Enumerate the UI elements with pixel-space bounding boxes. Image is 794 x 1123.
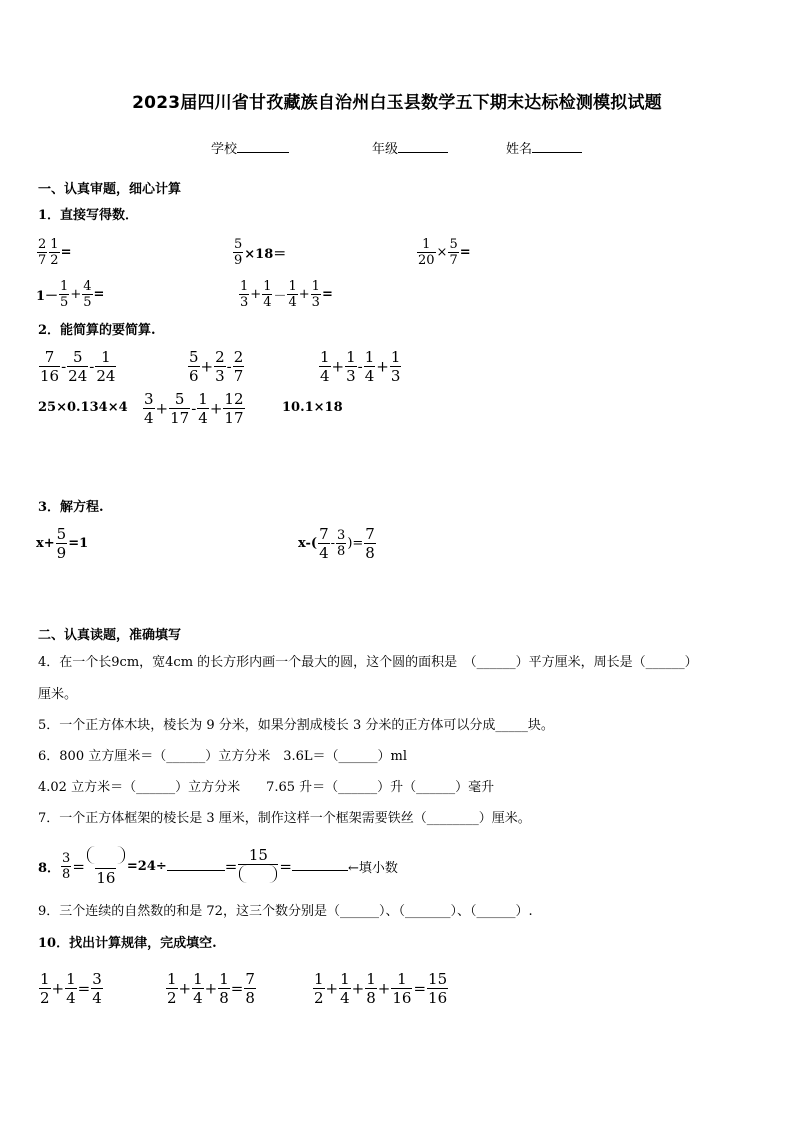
fraction-denominator: 5	[83, 295, 92, 310]
fraction-numerator: 1	[397, 970, 407, 988]
q8-blank-numerator[interactable]	[87, 846, 125, 864]
fraction-denominator: 8	[365, 544, 375, 562]
fraction	[37, 237, 47, 268]
fraction-denominator: 5	[60, 295, 69, 310]
fraction-denominator: 4	[364, 367, 375, 385]
name-field	[506, 142, 582, 158]
fraction	[91, 970, 103, 1007]
math-operator: =	[77, 979, 91, 998]
fraction	[239, 279, 249, 310]
fraction-numerator: 3	[92, 970, 102, 988]
q8-blank-denominator[interactable]	[239, 865, 277, 883]
fraction-denominator: 16	[428, 989, 448, 1007]
math-operator: +	[155, 399, 169, 418]
section2-heading: 二、认真读题，准确填写	[38, 628, 182, 643]
math-operator: -	[89, 357, 95, 376]
fraction-numerator: 1	[60, 279, 69, 294]
fraction-numerator: 5	[234, 237, 243, 252]
fraction	[59, 279, 69, 310]
fraction-numerator: 15	[248, 846, 268, 864]
q8-blank-decimal[interactable]	[292, 870, 348, 871]
school-blank[interactable]	[237, 152, 289, 153]
math-operator: －	[273, 289, 287, 304]
fraction	[345, 348, 357, 385]
fraction	[143, 390, 155, 427]
fraction-numerator: 3	[144, 390, 154, 408]
math-operator: =	[459, 245, 471, 260]
fraction	[95, 348, 116, 385]
fraction-denominator: 8	[366, 989, 376, 1007]
math-operator: +	[178, 979, 192, 998]
q1-expr-3	[416, 237, 471, 268]
math-operator: x+	[36, 536, 55, 551]
fraction	[390, 348, 402, 385]
fraction-numerator: 3	[337, 528, 346, 543]
fraction-denominator: 17	[224, 409, 244, 427]
fraction-numerator	[86, 846, 126, 868]
q8-expression	[38, 846, 398, 887]
grade-blank[interactable]	[398, 152, 448, 153]
fraction	[448, 237, 458, 268]
fraction-numerator: 1	[340, 970, 350, 988]
math-operator: +	[376, 357, 389, 376]
fraction-numerator: 1	[167, 970, 177, 988]
fraction-numerator: 1	[366, 970, 376, 988]
page-title: 2023届四川省甘孜藏族自治州白玉县数学五下期末达标检测模拟试题	[132, 93, 662, 113]
fraction-numerator: 5	[449, 237, 458, 252]
fraction	[339, 970, 351, 1007]
fraction-numerator: 1	[422, 237, 431, 252]
fraction-numerator: 1	[198, 390, 208, 408]
fraction-numerator: 5	[189, 348, 199, 366]
fraction-denominator: 16	[392, 989, 412, 1007]
fraction	[61, 851, 71, 882]
fraction-denominator: 7	[233, 367, 244, 385]
fraction	[188, 348, 200, 385]
fraction-numerator: 1	[66, 970, 76, 988]
q6-text-2: 4.02 立方米＝（______）立方分米 7.65 升＝（______）升（______）毫升	[38, 780, 495, 795]
math-operator: +	[200, 357, 214, 376]
fraction-denominator: 6	[189, 367, 199, 385]
q1-expr-2	[232, 237, 286, 268]
fraction	[223, 390, 244, 427]
grade-field	[372, 142, 448, 158]
q4-text-continued: 厘米。	[38, 687, 78, 702]
name-label: 姓名	[506, 142, 533, 157]
math-operator: +	[298, 287, 310, 302]
fraction	[313, 970, 325, 1007]
fraction-denominator: 4	[144, 409, 154, 427]
fraction	[417, 237, 436, 268]
q5-text: 5．一个正方体木块，棱长为 9 分米，如果分割成棱长 3 分米的正方体可以分成_____块。	[38, 718, 554, 733]
math-operator: =	[413, 979, 427, 998]
fraction-denominator: 3	[240, 295, 249, 310]
q1-expr-5	[238, 279, 333, 310]
fraction-numerator: 1	[320, 348, 330, 366]
fraction-denominator: 4	[66, 989, 76, 1007]
fraction-numerator: 7	[44, 348, 55, 366]
fraction-numerator: 7	[365, 525, 375, 543]
math-operator: =	[279, 857, 292, 876]
fraction	[364, 348, 376, 385]
fraction	[364, 525, 376, 562]
math-operator: =	[224, 857, 238, 876]
fraction-numerator: 1	[390, 348, 401, 366]
math-operator: )=	[347, 536, 364, 551]
math-operator: +	[51, 979, 65, 998]
fraction	[233, 348, 245, 385]
math-operator: ←填小数	[347, 861, 398, 876]
fraction	[336, 528, 346, 559]
fraction-denominator: 4	[340, 989, 350, 1007]
q8-blank-divisor[interactable]	[167, 870, 225, 871]
fraction-numerator: 1	[219, 970, 229, 988]
school-field	[211, 142, 289, 158]
math-operator: =24÷	[126, 859, 167, 874]
fraction	[166, 970, 178, 1007]
fraction-denominator: 24	[96, 367, 116, 385]
fraction	[169, 390, 190, 427]
math-operator: ×	[436, 245, 448, 260]
fraction-numerator: 2	[215, 348, 225, 366]
fraction	[197, 390, 209, 427]
math-operator: =	[230, 979, 244, 998]
fraction	[365, 970, 377, 1007]
fraction-numerator: 1	[288, 279, 297, 294]
fraction-denominator: 2	[167, 989, 177, 1007]
q1-expr-1	[36, 237, 71, 268]
fraction-denominator: 3	[346, 367, 356, 385]
fraction	[86, 846, 126, 887]
fraction	[233, 237, 243, 268]
math-operator: +	[204, 979, 218, 998]
fraction-denominator: 17	[170, 409, 190, 427]
fraction-denominator: 4	[263, 295, 272, 310]
q10-label: 10．找出计算规律，完成填空.	[38, 936, 217, 951]
q10-expr-1	[38, 970, 104, 1007]
fraction	[192, 970, 204, 1007]
fraction-numerator: 15	[428, 970, 448, 988]
fraction-numerator: 1	[314, 970, 324, 988]
fraction-denominator: 3	[215, 367, 225, 385]
q2-expr-3	[318, 348, 402, 385]
fraction-denominator: 9	[234, 253, 243, 268]
math-operator: +	[377, 979, 391, 998]
fraction-numerator: 1	[311, 279, 320, 294]
fraction-numerator: 1	[346, 348, 356, 366]
math-operator: =	[72, 857, 85, 876]
fraction-denominator: 7	[38, 253, 47, 268]
fraction-denominator: 8	[337, 544, 346, 559]
fraction	[65, 970, 77, 1007]
fraction-numerator: 1	[240, 279, 249, 294]
fraction	[262, 279, 272, 310]
q1-expr-4	[36, 279, 104, 310]
q3-label: 3．解方程.	[38, 500, 104, 515]
q2-label: 2．能简算的要简算.	[38, 323, 156, 338]
fraction-denominator: 4	[320, 367, 330, 385]
q7-text: 7．一个正方体框架的棱长是 3 厘米，制作这样一个框架需要铁丝（________）厘米。	[38, 811, 531, 826]
q2-expr-6: 10.1×18	[282, 400, 343, 415]
fraction-numerator: 4	[83, 279, 92, 294]
fraction-denominator: 4	[198, 409, 208, 427]
math-operator: +	[351, 979, 365, 998]
fraction-denominator: 4	[288, 295, 297, 310]
fraction-denominator: 24	[68, 367, 88, 385]
fraction-denominator: 3	[390, 367, 401, 385]
math-operator: -	[226, 357, 232, 376]
fraction	[56, 525, 68, 562]
fraction-denominator: 8	[62, 867, 71, 882]
fraction	[391, 970, 412, 1007]
fraction-denominator: 3	[311, 295, 320, 310]
section1-heading: 一、认真审题，细心计算	[38, 182, 182, 197]
fraction	[82, 279, 92, 310]
math-operator: x-(	[298, 536, 318, 551]
fraction-denominator: 4	[193, 989, 203, 1007]
fraction-denominator: 2	[50, 253, 59, 268]
fraction-numerator: 1	[364, 348, 375, 366]
fraction-denominator: 20	[418, 253, 435, 268]
math-operator: -	[191, 399, 197, 418]
q2-expr-2	[187, 348, 245, 385]
fraction	[427, 970, 448, 1007]
fraction	[39, 970, 51, 1007]
q2-expr-5	[142, 390, 246, 427]
fraction	[287, 279, 297, 310]
fraction	[39, 348, 60, 385]
fraction-numerator: 7	[319, 525, 329, 543]
fraction	[214, 348, 226, 385]
q10-expr-2	[165, 970, 257, 1007]
fraction-denominator: 8	[245, 989, 255, 1007]
fraction-numerator: 1	[50, 237, 59, 252]
name-blank[interactable]	[532, 152, 582, 153]
fraction-numerator: 1	[40, 970, 50, 988]
q2-expr-1	[38, 348, 117, 385]
fraction	[218, 970, 230, 1007]
math-operator: =	[93, 287, 105, 302]
q9-text: 9．三个连续的自然数的和是 72，这三个数分别是（______）、（_______）、（______）.	[38, 904, 533, 919]
fraction-numerator: 1	[101, 348, 111, 366]
fraction-denominator: 9	[56, 544, 67, 562]
fraction	[244, 970, 256, 1007]
fraction-denominator: 4	[319, 544, 329, 562]
math-operator: -	[330, 536, 336, 551]
fraction	[319, 348, 331, 385]
q10-expr-3	[312, 970, 449, 1007]
school-label: 学校	[211, 142, 238, 157]
math-operator: =	[321, 287, 333, 302]
q3-equation-1	[36, 525, 88, 562]
fraction-numerator: 12	[224, 390, 244, 408]
fraction-denominator: 7	[449, 253, 458, 268]
fraction-denominator: 8	[219, 989, 229, 1007]
fraction	[238, 846, 278, 887]
fraction-denominator: 2	[314, 989, 324, 1007]
math-operator: +	[250, 287, 262, 302]
q3-equation-2	[298, 525, 377, 562]
math-operator: =1	[68, 536, 89, 551]
fraction-denominator: 2	[40, 989, 50, 1007]
fraction	[67, 348, 88, 385]
fraction-numerator: 1	[263, 279, 272, 294]
fraction-denominator: 16	[40, 367, 60, 385]
fraction-denominator	[238, 864, 278, 887]
fraction-denominator: 4	[92, 989, 102, 1007]
q4-text: 4．在一个长9cm，宽4cm 的长方形内画一个最大的圆，这个圆的面积是 （______）平方厘米，周长是（______）	[38, 655, 698, 670]
math-operator: +	[209, 399, 223, 418]
math-operator: +	[331, 357, 345, 376]
grade-label: 年级	[372, 142, 399, 157]
fraction	[311, 279, 321, 310]
q6-text-1: 6．800 立方厘米＝（______）立方分米 3.6L＝（______）ml	[38, 749, 408, 764]
fraction-numerator: 5	[72, 348, 83, 366]
fraction-numerator: 2	[233, 348, 244, 366]
math-operator: +	[70, 287, 82, 302]
math-operator: -	[61, 357, 67, 376]
fraction-numerator: 5	[56, 525, 67, 543]
math-operator: 1－	[36, 289, 59, 304]
math-operator: -	[357, 357, 363, 376]
fraction	[318, 525, 330, 562]
math-operator: 8．	[38, 861, 61, 876]
q2-expr-4: 25×0.134×4	[38, 400, 128, 415]
fraction-numerator: 5	[174, 390, 185, 408]
fraction	[49, 237, 59, 268]
fraction-numerator: 1	[193, 970, 203, 988]
math-operator: +	[325, 979, 339, 998]
fraction-numerator: 3	[62, 851, 71, 866]
fraction-numerator: 2	[38, 237, 47, 252]
fraction-numerator: 7	[245, 970, 255, 988]
fraction-denominator: 16	[96, 869, 116, 887]
q1-label: 1．直接写得数．	[38, 208, 139, 223]
math-operator: ×18＝	[244, 247, 287, 262]
math-operator: =	[60, 245, 72, 260]
